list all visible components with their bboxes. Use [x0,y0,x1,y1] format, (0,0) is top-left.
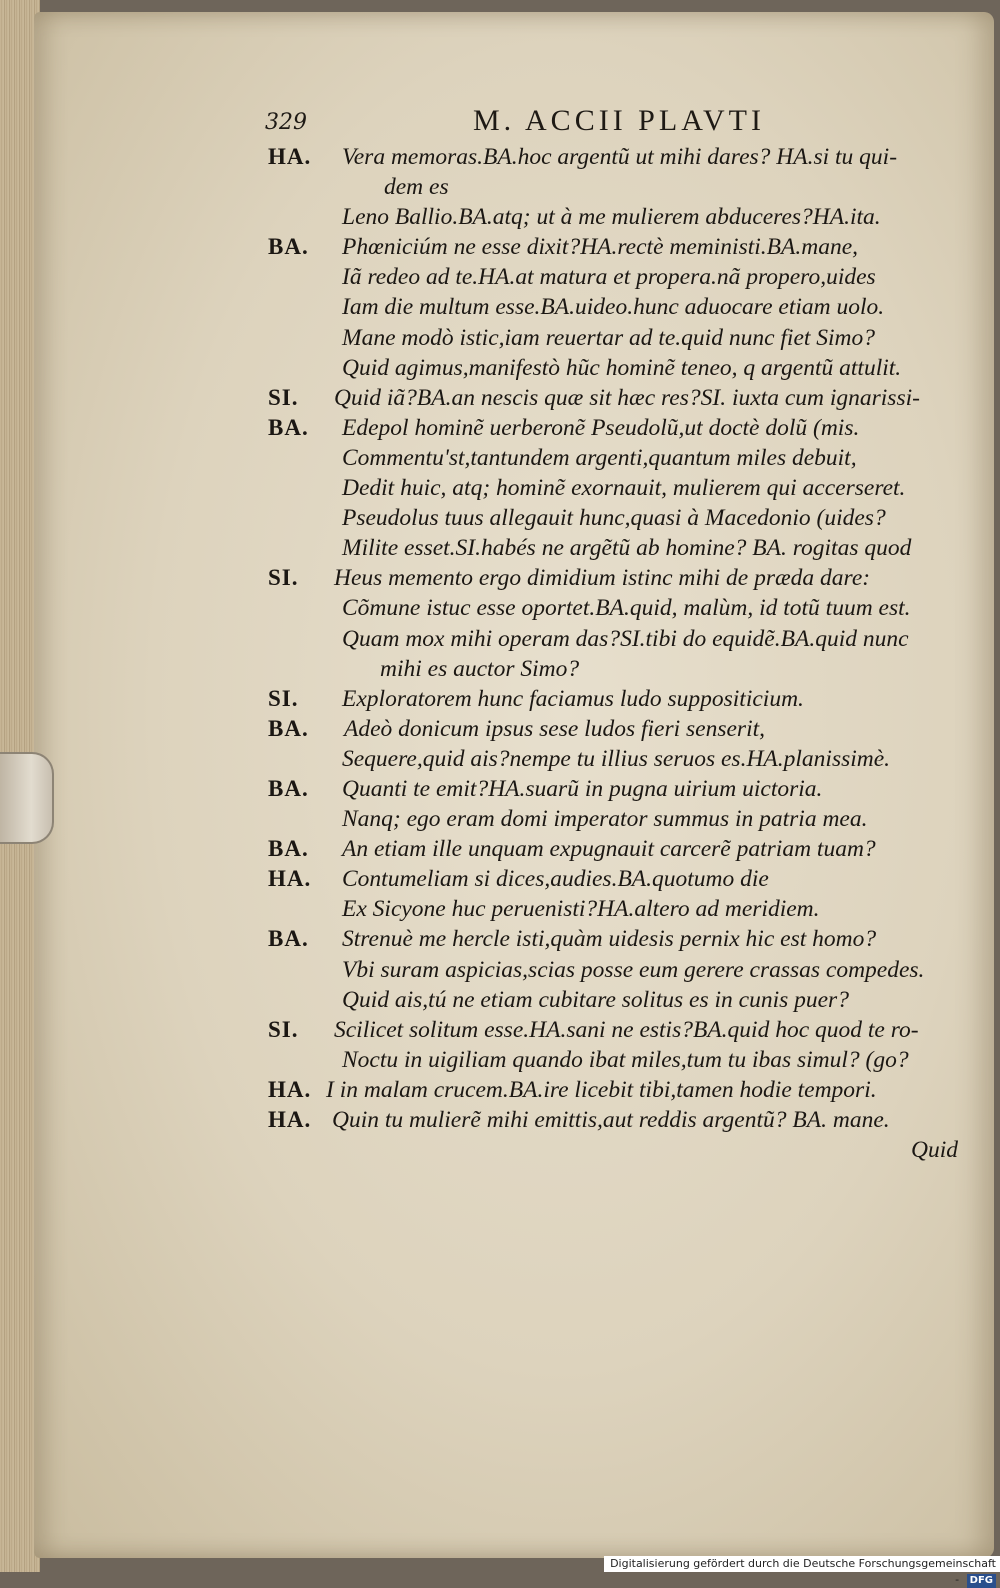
verse-line [268,654,958,684]
verse-text: An etiam ille unquam expugnauit carcerẽ patriam tuam? [342,836,876,863]
verse-line [268,985,958,1015]
verse-line [268,563,958,593]
page-clip-tab [0,752,54,844]
speaker-label: SI. [268,384,299,410]
verse-line [268,744,958,774]
running-title: M. ACCII PLAVTI [473,104,765,137]
verse-text: Commentu'st,tantundem argenti,quantum miles debuit, [342,444,857,471]
verse-text: Edepol hominẽ uerberonẽ Pseudolũ,ut doctè dolũ (mis. [342,414,860,441]
verse-text: Scilicet solitum esse.HA.sani ne estis?BA.quid hoc quod te ro- [334,1016,919,1043]
verse-text: Nanq; ego eram domi imperator summus in patria mea. [342,806,868,833]
speaker-label: BA. [268,836,309,862]
verse-text: Pseudolus tuus allegauit hunc,quasi à Macedonio (uides? [342,505,886,532]
verse-line [268,473,958,503]
verse-line [268,172,958,202]
verse-text: Vera memoras.BA.hoc argentũ ut mihi dares? HA.si tu qui- [342,144,898,170]
verse-line [268,443,958,473]
verse-text: Iam die multum esse.BA.uideo.hunc aduocare etiam uolo. [342,294,885,321]
verse-line [268,1045,958,1075]
speaker-label: BA. [268,926,309,952]
verse-text: mihi es auctor Simo? [380,655,580,682]
page-number: 329 [265,110,307,135]
speaker-label: BA. [268,234,309,260]
verse-text: Quid iã?BA.an nescis quæ sit hæc res?SI. iuxta cum ignarissi- [334,384,920,411]
verse-line [268,684,958,714]
speaker-label: BA. [268,775,309,801]
speaker-label: HA. [268,866,312,892]
verse-text: Quid agimus,manifestò hũc hominẽ teneo, q argentũ attulit. [342,354,902,381]
verse-text: Cõmune istuc esse oportet.BA.quid, malùm, id totũ tuum est. [342,595,911,622]
catchword: Quid [911,1137,958,1164]
verse-text-block [268,142,958,1165]
verse-line [268,1015,958,1045]
speaker-label: SI. [268,565,299,591]
verse-line [268,714,958,744]
verse-line [268,774,958,804]
verse-text: Ex Sicyone huc peruenisti?HA.altero ad meridiem. [342,896,820,923]
verse-text: dem es [384,174,449,201]
catchword-line [268,1135,958,1165]
verse-line [268,834,958,864]
verse-line [268,292,958,322]
verse-line [268,533,958,563]
verse-text: Milite esset.SI.habés ne argẽtũ ab homine? BA. rogitas quod [342,535,912,562]
verse-text: Quid ais,tú ne etiam cubitare solitus es in cunis puer? [342,986,849,1013]
verse-text: Phœniciúm ne esse dixit?HA.rectè meministi.BA.mane, [342,234,859,261]
verse-line [268,1075,958,1105]
verse-text: Dedit huic, atq; hominẽ exornauit, mulierem qui accerseret. [342,475,906,502]
verse-line [268,955,958,985]
verse-text: Noctu in uigiliam quando ibat miles,tum tu ibas simul? (go? [342,1046,909,1073]
verse-line [268,413,958,443]
verse-line [268,262,958,292]
verse-line [268,624,958,654]
verse-line [268,864,958,894]
speaker-label: HA. [268,1107,312,1132]
verse-text: Mane modò istic,iam reuertar ad te.quid nunc fiet Simo? [342,324,876,351]
verse-text: Leno Ballio.BA.atq; ut à me mulierem abduceres?HA.ita. [342,204,881,231]
verse-line [268,804,958,834]
verse-line [268,383,958,413]
verse-text: Adeò donicum ipsus sese ludos fieri senserit, [344,715,766,742]
footer-credit: Digitalisierung gefördert durch die Deutsche Forschungsgemeinschaft - [610,1557,996,1586]
verse-line [268,232,958,262]
speaker-label: SI. [268,1016,299,1042]
verse-line [268,353,958,383]
verse-line [268,894,958,924]
speaker-label: HA. [268,144,312,169]
verse-line [268,924,958,954]
digitization-footer [604,1556,1000,1586]
verse-line [268,142,958,172]
page-header [265,104,825,144]
verse-text: Quin tu mulierẽ mihi emittis,aut reddis argentũ? BA. mane. [332,1107,890,1133]
verse-line [268,593,958,623]
speaker-label: BA. [268,414,309,440]
verse-line [268,503,958,533]
verse-text: I in malam crucem.BA.ire licebit tibi,tamen hodie tempori. [326,1076,877,1103]
verse-text: Quanti te emit?HA.suarũ in pugna uirium uictoria. [342,775,823,802]
speaker-label: SI. [268,685,299,711]
verse-line [268,202,958,232]
verse-line [268,1105,958,1135]
speaker-label: BA. [268,715,309,741]
verse-text: Heus memento ergo dimidium istinc mihi de præda dare: [334,565,871,592]
verse-text: Quam mox mihi operam das?SI.tibi do equidẽ.BA.quid nunc [342,625,909,652]
verse-text: Exploratorem hunc faciamus ludo suppositicium. [342,685,804,712]
verse-text: Sequere,quid ais?nempe tu illius seruos es.HA.planissimè. [342,745,891,772]
verse-line [268,323,958,353]
verse-text: Iã redeo ad te.HA.at matura et propera.nã propero,uides [342,264,876,291]
dfg-logo-icon: DFG [967,1574,996,1588]
speaker-label: HA. [268,1076,312,1102]
verse-text: Contumeliam si dices,audies.BA.quotumo die [342,866,769,893]
verse-text: Vbi suram aspicias,scias posse eum gerere crassas compedes. [342,956,925,983]
verse-text: Strenuè me hercle isti,quàm uidesis pernix hic est homo? [342,926,877,953]
